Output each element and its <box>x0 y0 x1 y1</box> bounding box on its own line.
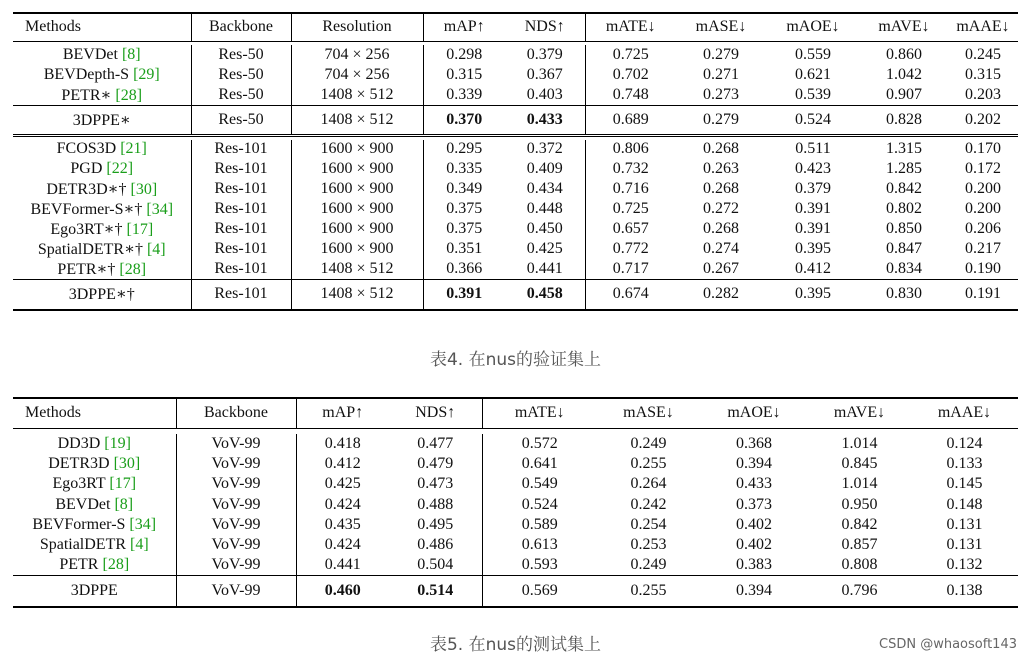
maae-cell: 0.131 <box>946 536 983 554</box>
mave-cell: 0.796 <box>808 575 911 607</box>
mave-cell: 0.857 <box>841 536 878 554</box>
maoe-cell: 0.368 <box>736 435 772 453</box>
nds-cell: 0.372 <box>505 140 585 160</box>
maae-cell: 0.148 <box>946 495 983 513</box>
mave-cell: 1.285 <box>886 159 922 177</box>
map-cell: 0.425 <box>324 475 361 493</box>
table-row <box>13 106 1018 136</box>
nds-cell: 0.403 <box>505 85 585 106</box>
maae-cell: 0.315 <box>965 66 1001 83</box>
maoe-cell: 0.621 <box>795 66 831 83</box>
maae-cell: 0.138 <box>911 575 1018 607</box>
nds-cell: 0.477 <box>389 434 482 454</box>
mase-cell: 0.273 <box>676 85 766 106</box>
header-row <box>13 398 1018 428</box>
nds-cell: 0.448 <box>505 199 585 219</box>
maae-cell: 0.191 <box>948 279 1018 310</box>
nds-cell: 0.473 <box>389 474 482 494</box>
mave-cell: 0.847 <box>886 239 922 257</box>
backbone-cell: VoV-99 <box>176 474 296 494</box>
method-cell: 3DPPE∗† <box>13 279 191 310</box>
column-header: mAAE↓ <box>911 398 1018 428</box>
citation-link[interactable]: [21] <box>120 140 147 158</box>
mave-cell: 0.845 <box>841 455 878 473</box>
map-cell: 0.349 <box>446 179 483 197</box>
maae-cell: 0.133 <box>946 455 983 473</box>
maae-cell: 0.206 <box>965 219 1001 237</box>
table-row <box>13 65 1018 85</box>
maoe-cell: 0.394 <box>700 575 808 607</box>
backbone-cell: VoV-99 <box>176 515 296 535</box>
nds-cell: 0.367 <box>505 65 585 85</box>
table-row <box>13 239 1018 259</box>
map-cell: 0.370 <box>423 106 505 136</box>
nds-cell: 0.479 <box>389 454 482 474</box>
maae-cell: 0.190 <box>948 259 1018 280</box>
maae-cell: 0.124 <box>946 435 983 453</box>
nds-cell: 0.434 <box>505 179 585 199</box>
citation-link[interactable]: [4] <box>130 536 149 554</box>
method-cell: DD3D [19] <box>13 434 176 454</box>
backbone-cell: Res-101 <box>191 179 291 199</box>
method-cell: BEVFormer-S∗† [34] <box>13 199 191 219</box>
method-cell: FCOS3D [21] <box>13 140 191 160</box>
backbone-cell: VoV-99 <box>176 535 296 555</box>
method-cell: 3DPPE∗ <box>13 106 191 136</box>
mase-cell: 0.253 <box>630 536 667 554</box>
column-header: Backbone <box>176 398 296 428</box>
mate-cell: 0.702 <box>612 66 649 83</box>
map-cell: 0.424 <box>324 495 361 513</box>
table-row <box>13 85 1018 106</box>
maoe-cell: 0.423 <box>795 159 831 177</box>
mate-cell: 0.613 <box>521 536 558 554</box>
nds-cell: 0.450 <box>505 219 585 239</box>
res-cell: 1600 × 900 <box>291 159 423 179</box>
mase-cell: 0.255 <box>597 575 700 607</box>
citation-link[interactable]: [8] <box>114 495 134 513</box>
method-cell: Ego3RT∗† [17] <box>13 219 191 239</box>
mate-cell: 0.748 <box>585 85 676 106</box>
method-cell: BEVFormer-S [34] <box>13 515 176 535</box>
column-header: NDS↑ <box>505 13 585 41</box>
mase-cell: 0.264 <box>630 475 667 493</box>
map-cell: 0.315 <box>446 66 483 83</box>
mate-cell: 0.732 <box>612 159 649 177</box>
mase-cell: 0.268 <box>703 219 739 237</box>
column-header: Backbone <box>191 13 291 41</box>
mate-cell: 0.572 <box>521 435 558 453</box>
map-cell: 0.441 <box>296 555 389 575</box>
map-cell: 0.375 <box>446 219 483 237</box>
table-row <box>13 535 1018 555</box>
mave-cell: 1.315 <box>886 140 922 158</box>
nds-cell: 0.495 <box>389 515 482 535</box>
citation-link[interactable]: [30] <box>113 455 141 473</box>
maoe-cell: 0.433 <box>736 475 772 493</box>
nds-cell: 0.488 <box>389 495 482 515</box>
mate-cell: 0.716 <box>612 179 649 197</box>
mase-cell: 0.272 <box>703 199 739 217</box>
backbone-cell: VoV-99 <box>176 434 296 454</box>
citation-link[interactable]: [4] <box>146 240 166 258</box>
mase-cell: 0.274 <box>703 239 739 257</box>
results-table-4 <box>13 12 1018 311</box>
table-row <box>13 219 1018 239</box>
map-cell: 0.412 <box>324 455 361 473</box>
table-row <box>13 199 1018 219</box>
mate-cell: 0.717 <box>585 259 676 280</box>
table-row <box>13 45 1018 65</box>
citation-link[interactable]: [22] <box>106 159 134 177</box>
method-cell: 3DPPE <box>13 575 176 607</box>
nds-cell: 0.379 <box>505 45 585 65</box>
map-cell: 0.335 <box>446 159 483 177</box>
column-header: mAOE↓ <box>766 13 860 41</box>
backbone-cell: Res-101 <box>191 279 291 310</box>
backbone-cell: Res-101 <box>191 259 291 280</box>
mate-cell: 0.589 <box>521 515 558 533</box>
table-5-caption: 表5. 在nus的测试集上 <box>429 635 602 655</box>
backbone-cell: Res-50 <box>191 106 291 136</box>
citation-link[interactable]: [34] <box>129 515 157 533</box>
table-row <box>13 159 1018 179</box>
results-table-5 <box>13 397 1018 608</box>
mate-cell: 0.524 <box>521 495 558 513</box>
table-row <box>13 434 1018 454</box>
table-row <box>13 555 1018 575</box>
map-cell: 0.424 <box>324 536 361 554</box>
maae-cell: 0.203 <box>948 85 1018 106</box>
method-cell: PETR∗† [28] <box>13 259 191 280</box>
res-cell: 1408 × 512 <box>291 85 423 106</box>
res-cell: 1600 × 900 <box>291 219 423 239</box>
mave-cell: 1.042 <box>886 66 922 83</box>
mase-cell: 0.242 <box>630 495 667 513</box>
mase-cell: 0.279 <box>676 106 766 136</box>
maae-cell: 0.145 <box>946 475 983 493</box>
column-header: mAP↑ <box>296 398 389 428</box>
column-header: Resolution <box>291 13 423 41</box>
citation-link[interactable]: [30] <box>130 180 158 198</box>
nds-cell: 0.458 <box>505 279 585 310</box>
mase-cell: 0.268 <box>703 179 739 197</box>
maoe-cell: 0.559 <box>795 46 831 63</box>
method-cell: SpatialDETR [4] <box>13 535 176 555</box>
map-cell: 0.366 <box>423 259 505 280</box>
mave-cell: 0.850 <box>886 219 922 237</box>
mave-cell: 1.014 <box>841 475 878 493</box>
map-cell: 0.391 <box>423 279 505 310</box>
citation-link[interactable]: [17] <box>109 475 137 493</box>
map-cell: 0.339 <box>423 85 505 106</box>
table-row <box>13 279 1018 310</box>
citation-link[interactable]: [28] <box>119 260 147 278</box>
method-cell: PGD [22] <box>13 159 191 179</box>
column-header: mASE↓ <box>676 13 766 41</box>
res-cell: 1600 × 900 <box>291 140 423 160</box>
backbone-cell: Res-50 <box>191 45 291 65</box>
column-header: mAP↑ <box>423 13 505 41</box>
mate-cell: 0.641 <box>521 455 558 473</box>
mase-cell: 0.279 <box>703 46 739 63</box>
maae-cell: 0.170 <box>965 140 1001 158</box>
maoe-cell: 0.395 <box>766 279 860 310</box>
backbone-cell: Res-101 <box>191 140 291 160</box>
mase-cell: 0.263 <box>703 159 739 177</box>
maoe-cell: 0.524 <box>766 106 860 136</box>
mate-cell: 0.657 <box>612 219 649 237</box>
map-cell: 0.435 <box>324 515 361 533</box>
maoe-cell: 0.402 <box>736 515 772 533</box>
res-cell: 1600 × 900 <box>291 179 423 199</box>
mase-cell: 0.249 <box>597 555 700 575</box>
map-cell: 0.298 <box>446 46 483 63</box>
maoe-cell: 0.383 <box>700 555 808 575</box>
maoe-cell: 0.412 <box>766 259 860 280</box>
maae-cell: 0.245 <box>965 46 1001 63</box>
nds-cell: 0.425 <box>505 239 585 259</box>
header-row <box>13 13 1018 41</box>
nds-cell: 0.486 <box>389 535 482 555</box>
res-cell: 1408 × 512 <box>291 106 423 136</box>
maoe-cell: 0.373 <box>736 495 772 513</box>
method-cell: BEVDet [8] <box>13 495 176 515</box>
column-header: mAVE↓ <box>860 13 948 41</box>
citation-link[interactable]: [28] <box>115 87 143 104</box>
backbone-cell: Res-101 <box>191 239 291 259</box>
backbone-cell: Res-101 <box>191 199 291 219</box>
maoe-cell: 0.395 <box>795 239 831 257</box>
citation-link[interactable]: [17] <box>126 220 154 238</box>
map-cell: 0.351 <box>446 239 483 257</box>
mase-cell: 0.268 <box>703 140 739 158</box>
mase-cell: 0.249 <box>630 435 667 453</box>
res-cell: 704 × 256 <box>291 65 423 85</box>
table-row <box>13 259 1018 280</box>
method-cell: DETR3D∗† [30] <box>13 179 191 199</box>
method-cell: BEVDet [8] <box>13 45 191 65</box>
mate-cell: 0.674 <box>585 279 676 310</box>
maoe-cell: 0.402 <box>736 536 772 554</box>
res-cell: 1408 × 512 <box>291 259 423 280</box>
maoe-cell: 0.379 <box>795 179 831 197</box>
mave-cell: 0.842 <box>886 179 922 197</box>
backbone-cell: VoV-99 <box>176 495 296 515</box>
backbone-cell: VoV-99 <box>176 454 296 474</box>
mate-cell: 0.549 <box>521 475 558 493</box>
mave-cell: 0.834 <box>860 259 948 280</box>
column-header: mATE↓ <box>585 13 676 41</box>
maoe-cell: 0.394 <box>736 455 772 473</box>
maae-cell: 0.200 <box>965 199 1001 217</box>
maae-cell: 0.202 <box>948 106 1018 136</box>
column-header: Methods <box>13 13 191 41</box>
watermark: CSDN @whaosoft143 <box>879 637 1017 652</box>
column-header: mATE↓ <box>482 398 597 428</box>
mave-cell: 0.828 <box>860 106 948 136</box>
mate-cell: 0.806 <box>612 140 649 158</box>
maoe-cell: 0.391 <box>795 199 831 217</box>
citation-link[interactable]: [19] <box>104 435 131 453</box>
column-header: mASE↓ <box>597 398 700 428</box>
nds-cell: 0.514 <box>389 575 482 607</box>
maoe-cell: 0.511 <box>795 140 831 158</box>
table-row <box>13 454 1018 474</box>
maae-cell: 0.217 <box>965 239 1001 257</box>
method-cell: SpatialDETR∗† [4] <box>13 239 191 259</box>
res-cell: 1408 × 512 <box>291 279 423 310</box>
maae-cell: 0.200 <box>965 179 1001 197</box>
res-cell: 1600 × 900 <box>291 199 423 219</box>
mave-cell: 0.842 <box>841 515 878 533</box>
method-cell: DETR3D [30] <box>13 454 176 474</box>
mase-cell: 0.254 <box>630 515 667 533</box>
res-cell: 1600 × 900 <box>291 239 423 259</box>
mase-cell: 0.255 <box>630 455 667 473</box>
mate-cell: 0.593 <box>482 555 597 575</box>
mase-cell: 0.271 <box>703 66 739 83</box>
citation-link[interactable]: [28] <box>102 555 130 573</box>
column-header: Methods <box>13 398 176 428</box>
mave-cell: 0.830 <box>860 279 948 310</box>
mave-cell: 0.802 <box>886 199 922 217</box>
mave-cell: 1.014 <box>841 435 878 453</box>
column-header: mAVE↓ <box>808 398 911 428</box>
table-row <box>13 515 1018 535</box>
method-cell: Ego3RT [17] <box>13 474 176 494</box>
nds-cell: 0.409 <box>505 159 585 179</box>
backbone-cell: VoV-99 <box>176 575 296 607</box>
table-4-caption: 表4. 在nus的验证集上 <box>429 350 602 370</box>
maoe-cell: 0.391 <box>795 219 831 237</box>
mate-cell: 0.772 <box>612 239 649 257</box>
method-cell: PETR∗ [28] <box>13 85 191 106</box>
mave-cell: 0.950 <box>841 495 878 513</box>
column-header: NDS↑ <box>389 398 482 428</box>
method-cell: BEVDepth-S [29] <box>13 65 191 85</box>
mave-cell: 0.907 <box>860 85 948 106</box>
column-header: mAOE↓ <box>700 398 808 428</box>
map-cell: 0.418 <box>324 435 361 453</box>
mate-cell: 0.725 <box>612 46 649 63</box>
mave-cell: 0.808 <box>808 555 911 575</box>
nds-cell: 0.504 <box>389 555 482 575</box>
backbone-cell: Res-101 <box>191 159 291 179</box>
backbone-cell: Res-101 <box>191 219 291 239</box>
maae-cell: 0.132 <box>911 555 1018 575</box>
maoe-cell: 0.539 <box>766 85 860 106</box>
column-header: mAAE↓ <box>948 13 1018 41</box>
map-cell: 0.460 <box>296 575 389 607</box>
backbone-cell: VoV-99 <box>176 555 296 575</box>
citation-link[interactable]: [8] <box>121 46 141 63</box>
citation-link[interactable]: [34] <box>146 200 174 218</box>
mase-cell: 0.267 <box>676 259 766 280</box>
table-row <box>13 575 1018 607</box>
maae-cell: 0.172 <box>965 159 1001 177</box>
map-cell: 0.375 <box>446 199 483 217</box>
table-row <box>13 140 1018 160</box>
map-cell: 0.295 <box>446 140 483 158</box>
mate-cell: 0.569 <box>482 575 597 607</box>
mate-cell: 0.689 <box>585 106 676 136</box>
citation-link[interactable]: [29] <box>133 66 160 83</box>
nds-cell: 0.441 <box>505 259 585 280</box>
backbone-cell: Res-50 <box>191 85 291 106</box>
method-cell: PETR [28] <box>13 555 176 575</box>
nds-cell: 0.433 <box>505 106 585 136</box>
table-row <box>13 179 1018 199</box>
table-row <box>13 474 1018 494</box>
res-cell: 704 × 256 <box>291 45 423 65</box>
table-row <box>13 495 1018 515</box>
mase-cell: 0.282 <box>676 279 766 310</box>
mate-cell: 0.725 <box>612 199 649 217</box>
maae-cell: 0.131 <box>946 515 983 533</box>
backbone-cell: Res-50 <box>191 65 291 85</box>
mave-cell: 0.860 <box>886 46 922 63</box>
